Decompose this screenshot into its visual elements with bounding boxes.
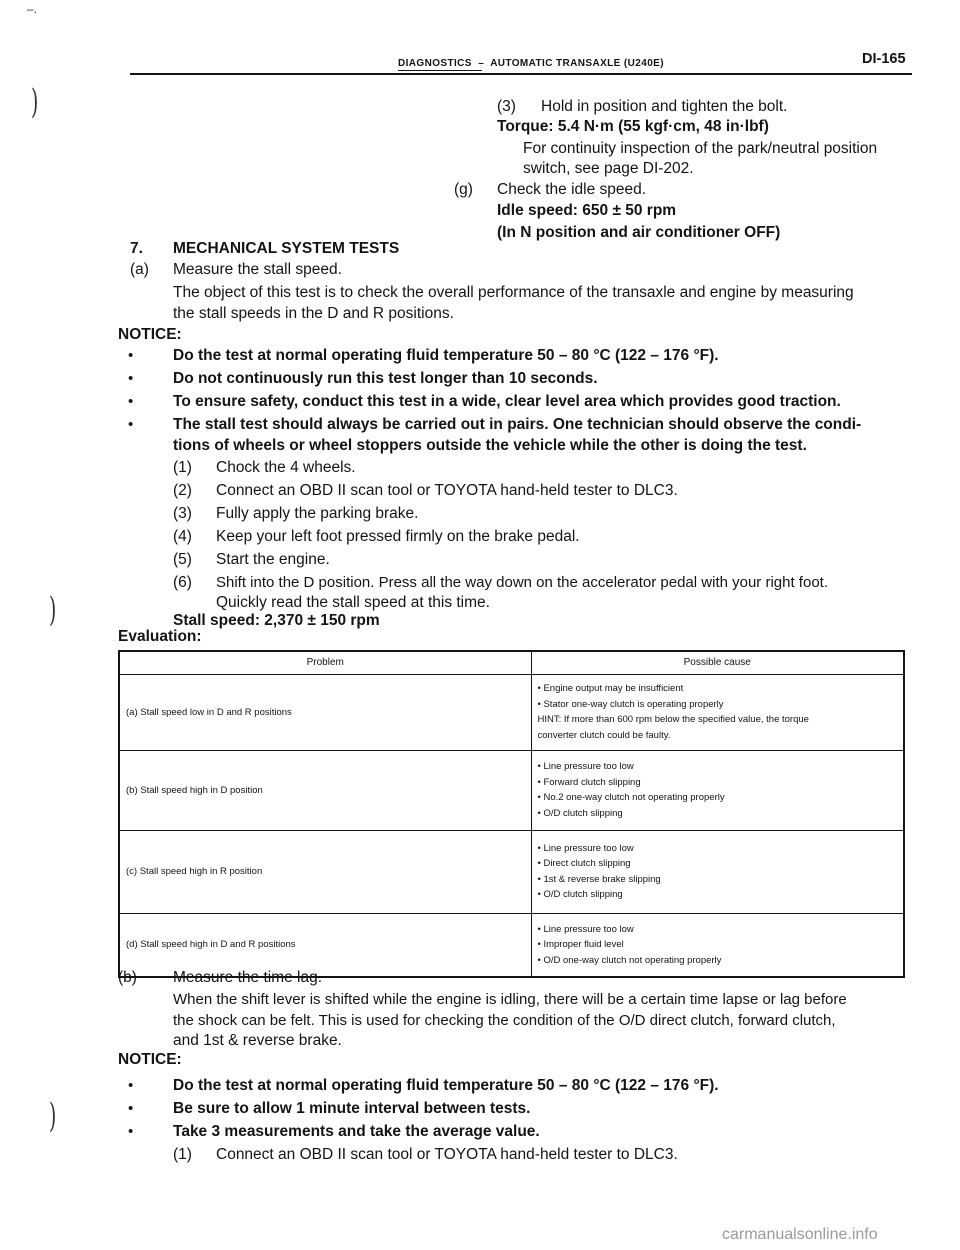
cause-line: • Forward clutch slipping: [537, 776, 641, 788]
notice2-bullet-2: •: [128, 1100, 134, 1117]
margin-mark-4: –.: [27, 2, 38, 16]
note-line-2: switch, see page DI-202.: [523, 160, 694, 177]
description-line-2: the stall speeds in the D and R positions.: [173, 305, 454, 322]
header-separator: –: [478, 58, 485, 69]
idle-speed-spec: Idle speed: 650 ± 50 rpm: [497, 202, 677, 219]
notice2-bullet-1: •: [128, 1077, 134, 1094]
cause-line: • Improper fluid level: [537, 939, 624, 950]
cause-line: • O/D clutch slipping: [537, 889, 623, 900]
cause-line: • Line pressure too low: [537, 761, 634, 772]
notice-item-4: The stall test should always be carried out in pairs. One technician should observe the condi-: [173, 416, 862, 433]
evaluation-heading: Evaluation:: [118, 628, 202, 645]
cause-cell: [531, 913, 904, 977]
margin-mark-2: ): [48, 590, 57, 630]
cause-line: • Engine output may be insufficient: [537, 683, 684, 694]
header-underline: [398, 70, 482, 71]
notice2-item-2: Be sure to allow 1 minute interval between tests.: [173, 1100, 531, 1117]
notice-item-4-cont: tions of wheels or wheel stoppers outside the vehicle while the other is doing the test.: [173, 437, 807, 454]
notice2-bullet-3: •: [128, 1123, 134, 1140]
stall-step-4-text: Keep your left foot pressed firmly on the brake pedal.: [216, 528, 580, 545]
notice-bullet-3: •: [128, 393, 134, 410]
note-line-1: For continuity inspection of the park/neutral position: [523, 140, 878, 157]
cause-line: • Line pressure too low: [537, 923, 634, 935]
idle-speed-condition: (In N position and air conditioner OFF): [497, 224, 781, 241]
step-b-text: Measure the time lag.: [173, 969, 323, 986]
lag-description-1: When the shift lever is shifted while the engine is idling, there will be a certain time lapse or lag before: [173, 991, 847, 1008]
evaluation-table: [118, 650, 905, 978]
notice-heading: NOTICE:: [118, 326, 182, 343]
step-a-text: Measure the stall speed.: [173, 261, 342, 278]
stall-step-6-num: (6): [173, 574, 192, 591]
notice-item-2: Do not continuously run this test longer than 10 seconds.: [173, 370, 598, 387]
problem-cell: (a) Stall speed low in D and R positions: [119, 674, 531, 750]
table-header-cause: Possible cause: [531, 651, 904, 674]
cause-line: • O/D clutch slipping: [537, 807, 623, 819]
step3-text: Hold in position and tighten the bolt.: [541, 98, 788, 115]
section-title: MECHANICAL SYSTEM TESTS: [173, 240, 400, 257]
notice-bullet-2: •: [128, 370, 134, 387]
margin-mark-1: ): [30, 82, 39, 122]
stall-step-2-num: (2): [173, 482, 192, 499]
step-g-num: (g): [454, 181, 473, 198]
notice-bullet-4: •: [128, 416, 134, 433]
problem-cell: (b) Stall speed high in D position: [119, 750, 531, 830]
notice-bullet-1: •: [128, 347, 134, 364]
header-section: DIAGNOSTICS: [398, 58, 472, 69]
lag-step-1-num: (1): [173, 1146, 192, 1163]
lag-step-1-text: Connect an OBD II scan tool or TOYOTA hand-held tester to DLC3.: [216, 1146, 678, 1163]
header-subsection: AUTOMATIC TRANSAXLE (U240E): [490, 58, 664, 69]
notice2-item-1: Do the test at normal operating fluid temperature 50 – 80 °C (122 – 176 °F).: [173, 1077, 719, 1094]
description-line-1: The object of this test is to check the overall performance of the transaxle and engine by measuring: [173, 284, 854, 301]
torque-spec: Torque: 5.4 N·m (55 kgf·cm, 48 in·lbf): [497, 118, 769, 135]
cause-cell: [531, 674, 904, 750]
watermark: carmanualsonline.info: [722, 1226, 878, 1243]
stall-step-3-num: (3): [173, 505, 192, 522]
lag-description-2: the shock can be felt. This is used for checking the condition of the O/D direct clutch, forward clutch,: [173, 1012, 836, 1029]
step-g-text: Check the idle speed.: [497, 181, 647, 198]
table-header-row: [119, 651, 904, 674]
notice-heading-2: NOTICE:: [118, 1051, 182, 1068]
notice2-item-3: Take 3 measurements and take the average value.: [173, 1123, 540, 1140]
cause-line: HINT: If more than 600 rpm below the specified value, the torque: [537, 714, 809, 725]
step3-num: (3): [497, 98, 516, 115]
stall-speed-spec: Stall speed: 2,370 ± 150 rpm: [173, 612, 380, 629]
stall-step-2-text: Connect an OBD II scan tool or TOYOTA hand-held tester to DLC3.: [216, 482, 678, 499]
cause-line: • Stator one-way clutch is operating properly: [537, 698, 724, 710]
cause-line: • Line pressure too low: [537, 842, 634, 854]
cause-cell: [531, 750, 904, 830]
notice-item-3: To ensure safety, conduct this test in a wide, clear level area which provides good traction.: [173, 393, 841, 410]
notice-item-1: Do the test at normal operating fluid temperature 50 – 80 °C (122 – 176 °F).: [173, 347, 719, 364]
margin-mark-3: ): [48, 1096, 57, 1136]
cause-line: • 1st & reverse brake slipping: [537, 873, 661, 885]
cause-line: • No.2 one-way clutch not operating properly: [537, 792, 725, 803]
table-row: [119, 750, 904, 830]
cause-line: • Direct clutch slipping: [537, 858, 631, 869]
stall-step-3-text: Fully apply the parking brake.: [216, 505, 419, 522]
stall-step-6-text: Shift into the D position. Press all the way down on the accelerator pedal with your right foot.: [216, 574, 828, 591]
header-section-title: [398, 58, 664, 69]
stall-step-6-cont: Quickly read the stall speed at this time.: [216, 594, 490, 611]
stall-step-1-text: Chock the 4 wheels.: [216, 459, 356, 476]
step-b-num: (b): [118, 969, 137, 986]
cause-cell: [531, 830, 904, 913]
cause-line: • O/D one-way clutch not operating properly: [537, 954, 722, 966]
stall-step-1-num: (1): [173, 459, 192, 476]
cause-line: converter clutch could be faulty.: [537, 729, 671, 741]
step-a-num: (a): [130, 261, 149, 278]
table-header-problem: Problem: [119, 651, 531, 674]
problem-cell: (c) Stall speed high in R position: [119, 830, 531, 913]
problem-cell: (d) Stall speed high in D and R positions: [119, 913, 531, 977]
table-row: [119, 674, 904, 750]
stall-step-5-text: Start the engine.: [216, 551, 330, 568]
table-row: [119, 830, 904, 913]
header-rule: [130, 73, 912, 75]
lag-description-3: and 1st & reverse brake.: [173, 1032, 342, 1049]
stall-step-4-num: (4): [173, 528, 192, 545]
page-number: DI-165: [862, 51, 906, 67]
stall-step-5-num: (5): [173, 551, 192, 568]
section-number: 7.: [130, 240, 143, 257]
